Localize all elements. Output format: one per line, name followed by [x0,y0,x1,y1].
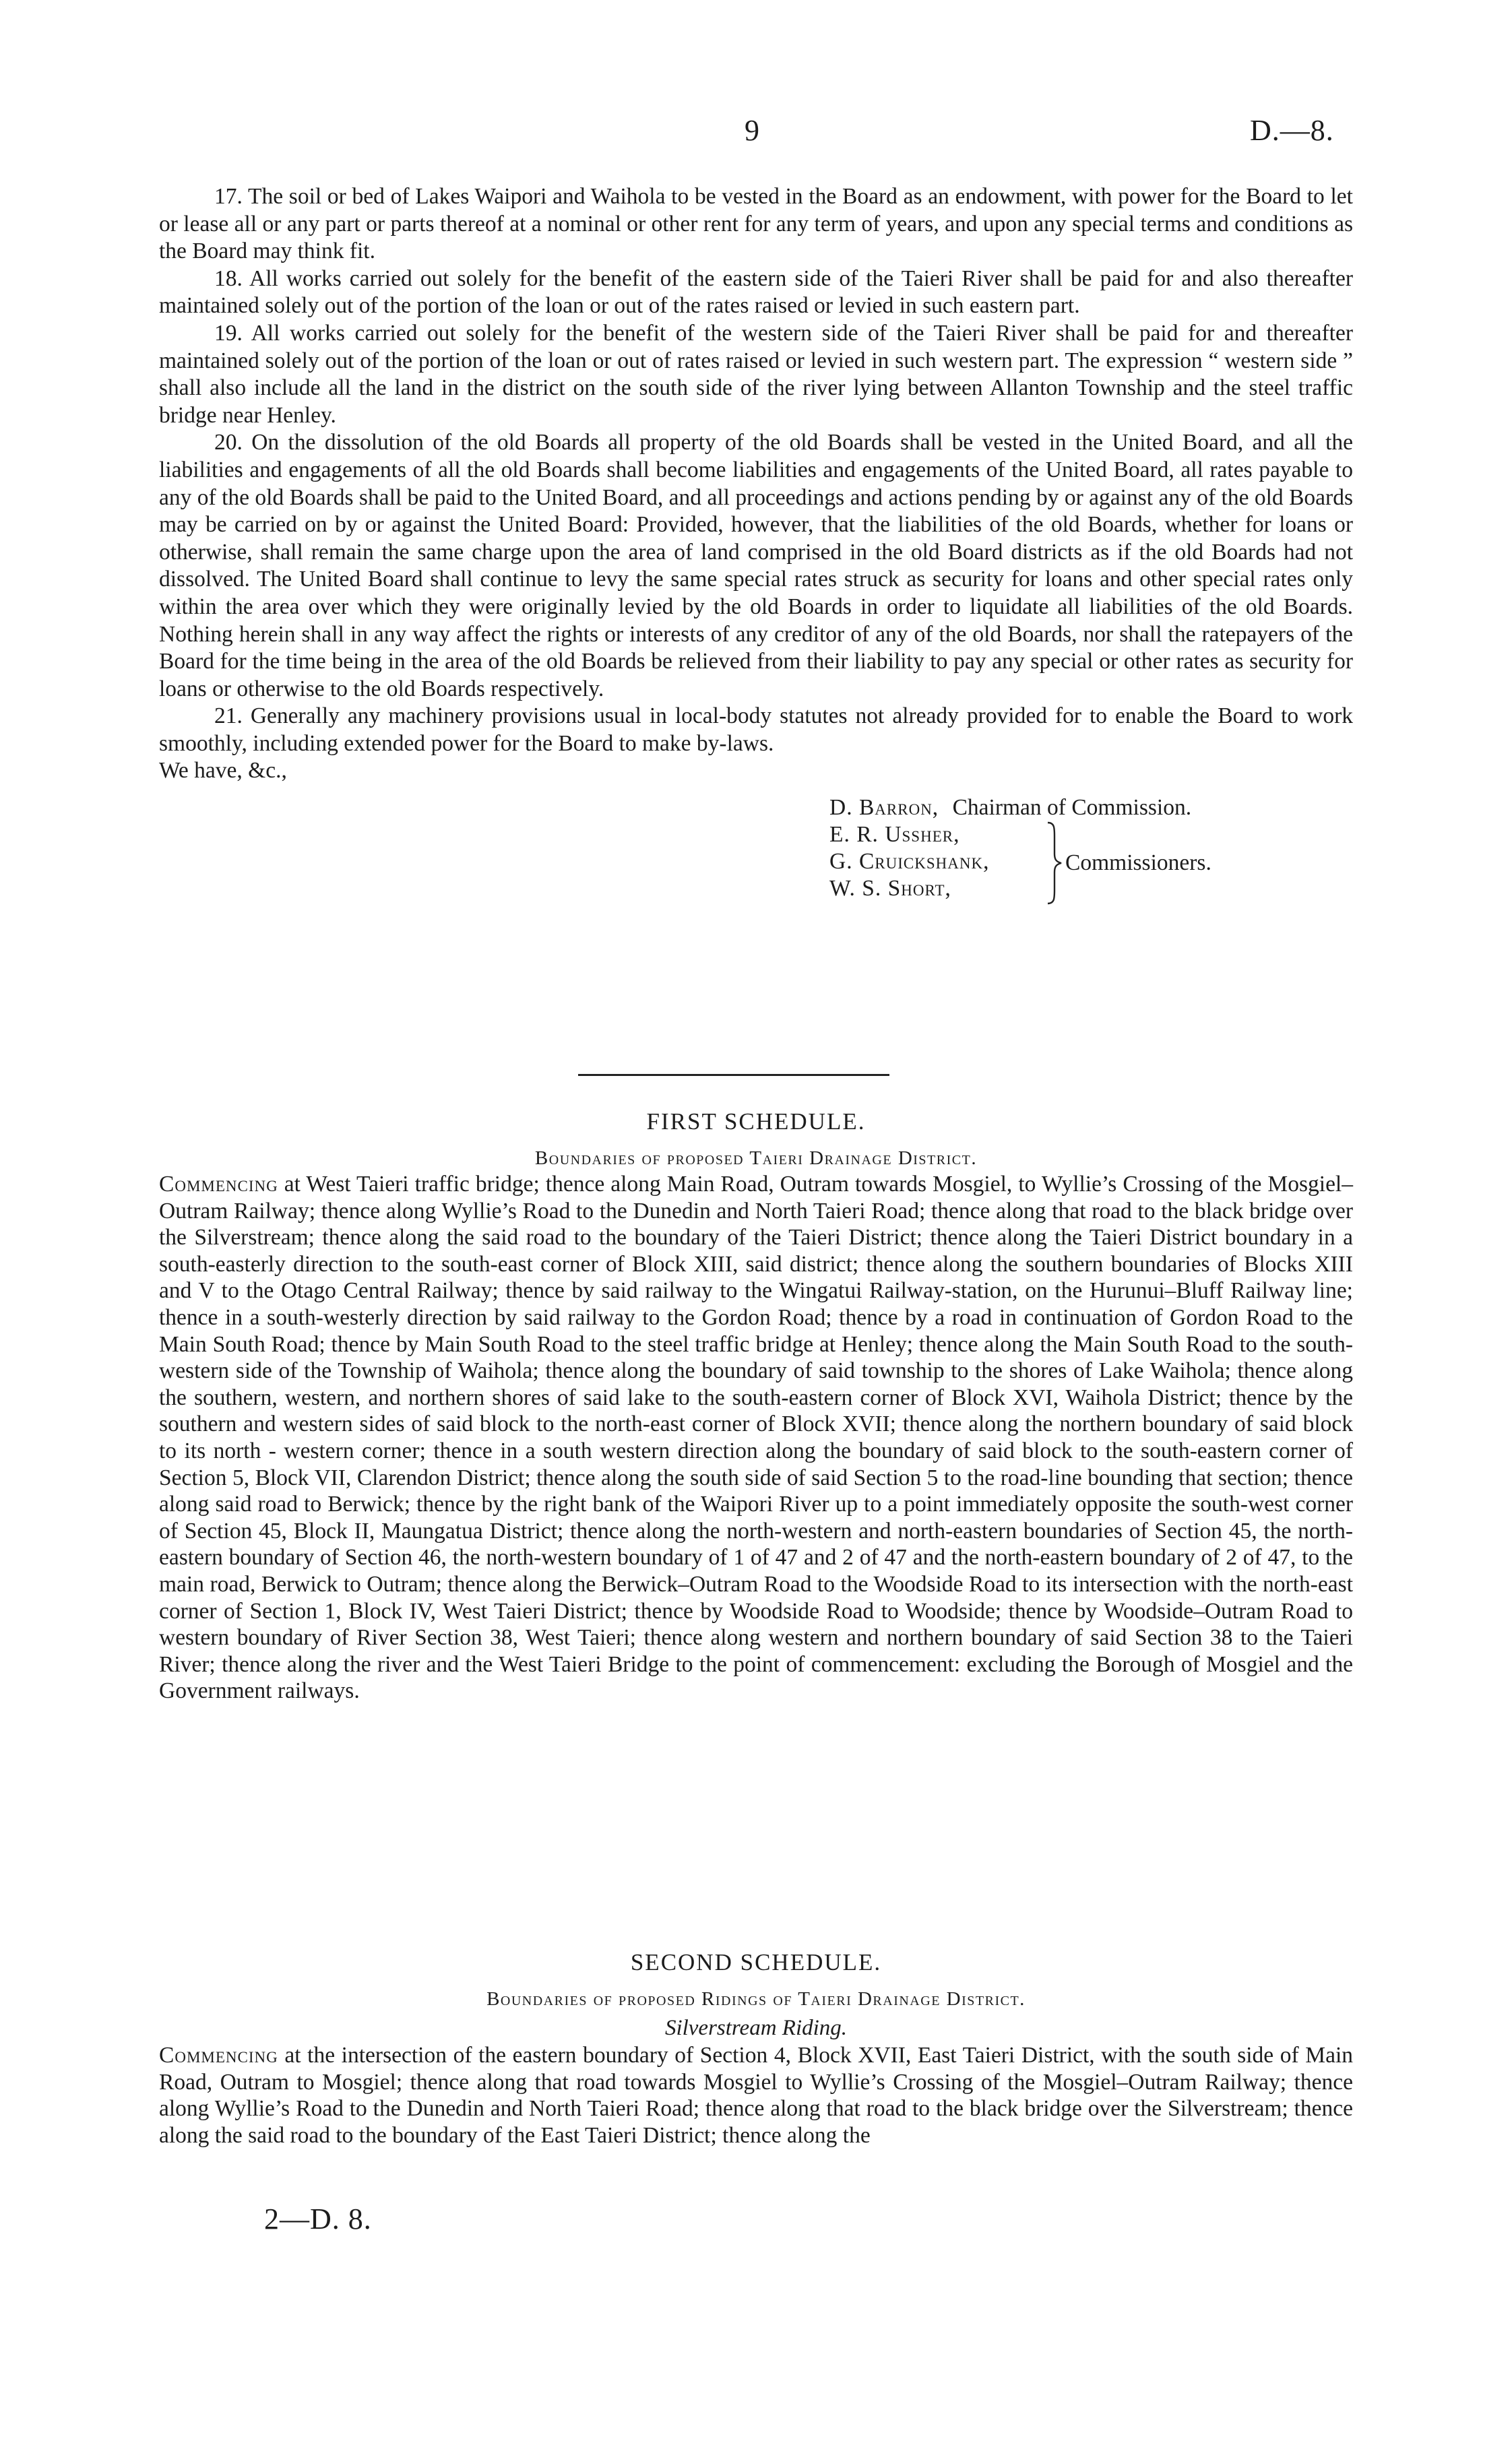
commissioners-label: Commissioners. [1065,850,1211,876]
footer-signature: 2—D. 8. [264,2202,372,2235]
first-schedule-title: FIRST SCHEDULE. [646,1108,866,1135]
paragraph-18: 18. All works carried out solely for the benefit of the eastern side of the Taieri River shall be paid for and also thereafter maintained solely out of the portion of the loan or out of the rates raised or levied in such eastern part. [159,265,1353,319]
second-schedule [159,1949,1353,2149]
second-schedule-title: SECOND SCHEDULE. [630,1949,882,1975]
first-schedule-subtitle: Boundaries of proposed Taieri Drainage District. [534,1147,978,1169]
chairman-line [829,794,1353,821]
riding-title: Silverstream Riding. [664,2016,848,2040]
second-schedule-lead: Commencing [159,2043,278,2068]
commissioner-name: G. Cruickshank, [829,849,990,875]
commissioner-name: W. S. Short, [829,876,951,901]
first-schedule-text: at West Taieri traffic bridge; thence along Main Road, Outram towards Mosgiel, to Wyllie’s Crossing of the Mosgiel–Outram Railway; thence along Wyllie’s Road to the Dunedin and North Taieri Road; thence along that road to the black bridge over the Silverstream; thence along the said road to the boundary of the Taieri District; thence along the Taieri District boundary in a south-easterly direction to the south-east corner of Block XIII, said district; thence along the southern boundaries of Blocks XIII and V to the Otago Central Railway; thence by said railway to the Wingatui Railway-station, on the Hurunui–Bluff Railway line; thence in a south-westerly direction by said railway to the Gordon Road; thence by a road in continuation of Gordon Road to the Main South Road; thence by Main South Road to the steel traffic bridge at Henley; thence along the Main South Road to the south-western side of the Township of Waihola; thence along the boundary of said township to the shores of Lake Waihola; thence along the southern, western, and northern shores of said lake to the south-eastern corner of Block XVI, Waihola District; thence by the southern and western sides of said block to the north-east corner of Block XVII; thence along the northern boundary of said block to its north - western corner; thence in a south western direction along the boundary of said block to the south-eastern corner of Section 5, Block VII, Clarendon District; thence along the south side of said Section 5 to the road-line bounding that section; thence along said road to Berwick; thence by the right bank of the Waipori River up to a point immediately opposite the south-west corner of Section 45, Block II, Maungatua District; thence along the north-western and north-eastern boundaries of Section 45, the north-eastern boundary of Section 46, the north-western boundary of 1 of 47 and 2 of 47 and the north-eastern boundary of 2 of 47, to the main road, Berwick to Outram; thence along the Berwick–Outram Road to the Woodside Road to its intersection with the north-east corner of Section 1, Block IV, West Taieri District; thence by Woodside Road to Woodside; thence by Woodside–Outram Road to western boundary of River Section 38, West Taieri; thence along western and northern boundary of said Section 38 to the Taieri River; thence along the river and the West Taieri Bridge to the point of commencement: excluding the Borough of Mosgiel and the Government railways. [159,1172,1353,1704]
running-header [0,113,1512,154]
second-schedule-body [159,2042,1353,2149]
section-divider [578,1074,889,1076]
second-schedule-text: at the intersection of the eastern boundary of Section 4, Block XVII, East Taieri District, with the south side of Main Road, Outram to Mosgiel; thence along that road towards Mosgiel to Wyllie’s Crossing of the Mosgiel–Outram Railway; thence along Wyllie’s Road to the Dunedin and North Taieri Road; thence along that road to the black bridge over the Silverstream; thence along the said road to the boundary of the East Taieri District; thence along the [159,2043,1353,2148]
first-schedule [159,1108,1353,1705]
paragraph-20: 20. On the dissolution of the old Boards all property of the old Boards shall be vested in the United Board, and all the liabilities and engagements of all the old Boards shall become liabilities and engagements of the United Board, all rates payable to any of the old Boards shall be paid to the United Board, and all proceedings and actions pending by or against any of the old Boards may be carried on by or against the United Board: Provided, however, that the liabilities of the old Boards, whether for loans or otherwise, shall remain the same charge upon the area of land comprised in the old Board districts as if the old Boards had not dissolved. The United Board shall continue to levy the same special rates struck as security for loans and other special rates only within the area over which they were originally levied by the old Boards in order to liquidate all liabilities of the old Boards. Nothing herein shall in any way affect the rights or interests of any creditor of any of the old Boards, nor shall the ratepayers of the Board for the time being in the area of the old Boards be relieved from their liability to pay any special or other rates as security for loans or otherwise to the old Boards respectively. [159,430,1353,701]
chairman-name: D. Barron, [829,795,939,821]
curly-brace-icon [1045,821,1063,905]
page-number: 9 [745,114,759,147]
commissioner-name: E. R. Ussher, [829,822,960,848]
chairman-role: Chairman of Commission. [952,795,1192,821]
paragraph-19: 19. All works carried out solely for the benefit of the western side of the Taieri River shall be paid for and thereafter maintained solely out of the portion of the loan or out of rates raised or levied in such western part. The expression “ western side ” shall also include all the land in the district on the south side of the river lying between Allanton Township and the steel traffic bridge near Henley. [159,320,1353,428]
paragraph-17: 17. The soil or bed of Lakes Waipori and Waihola to be vested in the Board as an endowment, with power for the Board to let or lease all or any part or parts thereof at a nominal or other rent for any term of years, and upon any special terms and conditions as the Board may think fit. [159,184,1353,264]
signoff: We have, &c., [159,758,287,784]
report-body [159,183,1353,910]
paragraph-21: 21. Generally any machinery provisions usual in local-body statutes not already provided for to enable the Board to work smoothly, including extended power for the Board to make by-laws. [159,703,1353,756]
document-reference: D.—8. [1250,114,1334,147]
first-schedule-lead: Commencing [159,1172,278,1197]
signature-block [829,794,1353,910]
second-schedule-subtitle: Boundaries of proposed Ridings of Taieri Drainage District. [486,1988,1026,2010]
first-schedule-body [159,1171,1353,1705]
